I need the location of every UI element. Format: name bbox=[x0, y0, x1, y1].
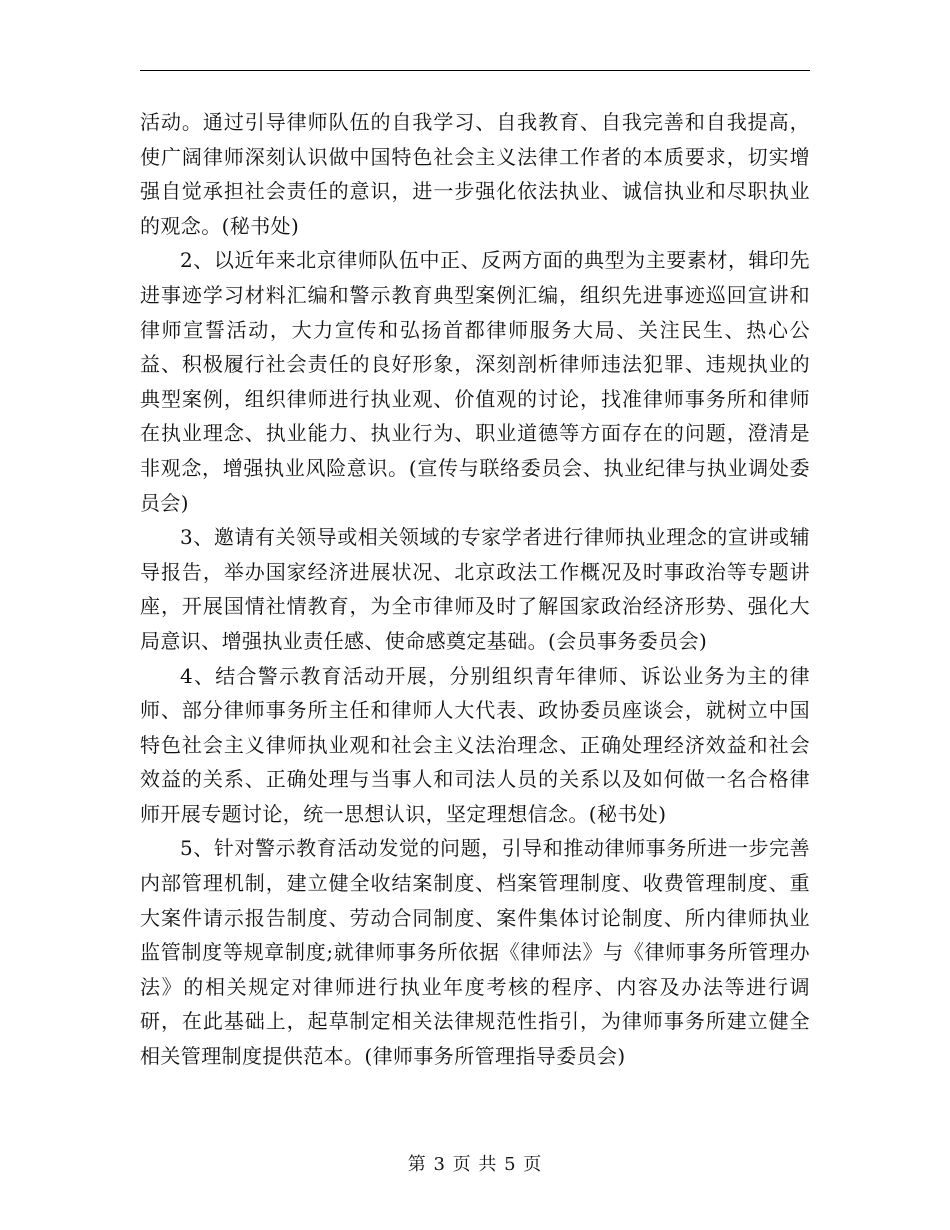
paragraph-continuation: 活动。通过引导律师队伍的自我学习、自我教育、自我完善和自我提高，使广阔律师深刻认识做中国特色社会主义法律工作者的本质要求，切实增强自觉承担社会责任的意识，进一步强化依法执业、诚信执业和尽职执业的观念。(秘书处) bbox=[140, 110, 810, 238]
page-footer bbox=[0, 1150, 950, 1176]
paragraph-item-4: 4、结合警示教育活动开展，分别组织青年律师、诉讼业务为主的律师、部分律师事务所主任和律师人大代表、政协委员座谈会，就树立中国特色社会主义律师执业观和社会主义法治理念、正确处理经济效益和社会效益的关系、正确处理与当事人和司法人员的关系以及如何做一名合格律师开展专题讨论，统一思想认识，坚定理想信念。(秘书处) bbox=[140, 663, 810, 826]
paragraph-item-5: 5、针对警示教育活动发觉的问题，引导和推动律师事务所进一步完善内部管理机制，建立健全收结案制度、档案管理制度、收费管理制度、重大案件请示报告制度、劳动合同制度、案件集体讨论制度、所内律师执业监管制度等规章制度;就律师事务所依据《律师法》与《律师事务所管理办法》的相关规定对律师进行执业年度考核的程序、内容及办法等进行调研，在此基础上，起草制定相关法律规范性指引，为律师事务所建立健全相关管理制度提供范本。(律师事务所管理指导委员会) bbox=[140, 836, 810, 1069]
page-number-label: 第 3 页 共 5 页 bbox=[407, 1154, 543, 1175]
document-body bbox=[140, 105, 810, 1074]
paragraph-item-3: 3、邀请有关领导或相关领域的专家学者进行律师执业理念的宣讲或辅导报告，举办国家经济进展状况、北京政法工作概况及时事政治等专题讲座，开展国情社情教育，为全市律师及时了解国家政治经济形势、强化大局意识、增强执业责任感、使命感奠定基础。(会员事务委员会) bbox=[140, 525, 810, 653]
paragraph-item-2: 2、以近年来北京律师队伍中正、反两方面的典型为主要素材，辑印先进事迹学习材料汇编和警示教育典型案例汇编，组织先进事迹巡回宣讲和律师宣誓活动，大力宣传和弘扬首都律师服务大局、关注民生、热心公益、积极履行社会责任的良好形象，深刻剖析律师违法犯罪、违规执业的典型案例，组织律师进行执业观、价值观的讨论，找准律师事务所和律师在执业理念、执业能力、执业行为、职业道德等方面存在的问题，澄清是非观念，增强执业风险意识。(宣传与联络委员会、执业纪律与执业调处委员会) bbox=[140, 248, 810, 515]
header-rule bbox=[140, 70, 810, 71]
